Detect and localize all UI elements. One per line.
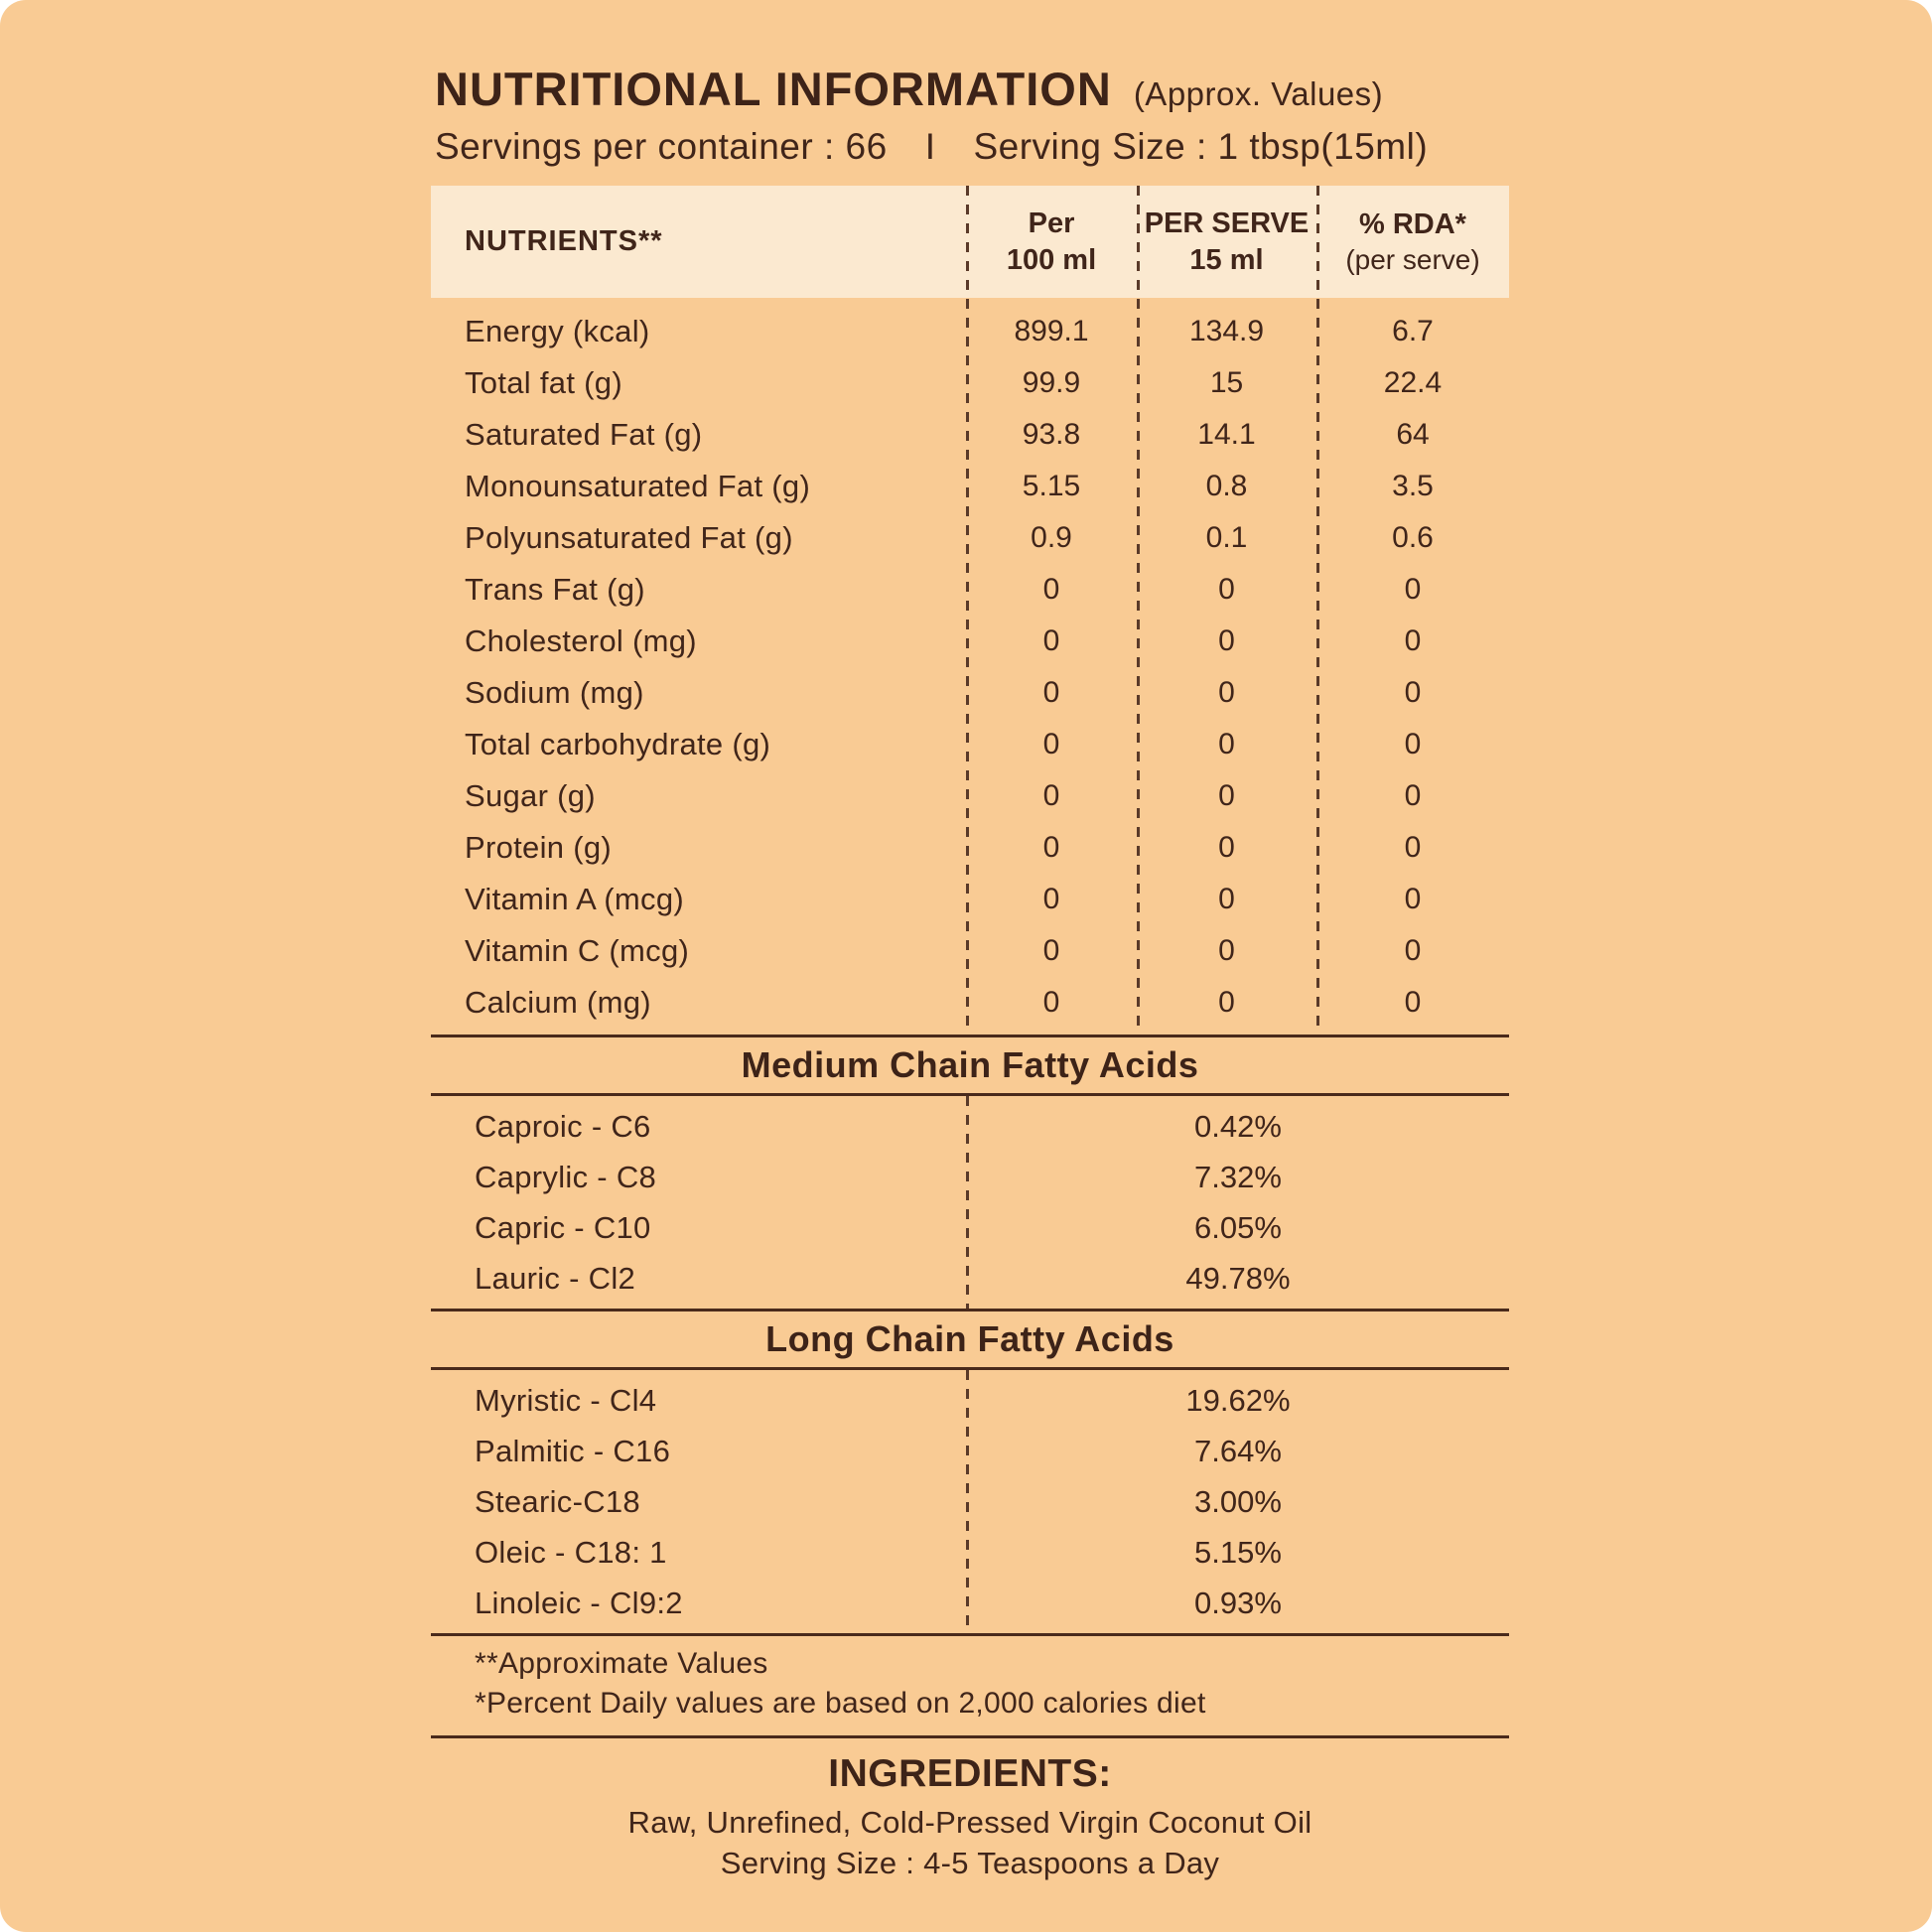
list-item: Lauric - Cl2 49.78% bbox=[475, 1260, 1291, 1296]
mcfa-section-title: Medium Chain Fatty Acids bbox=[431, 1037, 1509, 1096]
list-item: Linoleic - Cl9:2 0.93% bbox=[475, 1585, 1282, 1620]
ingredients-serving-suggestion: Serving Size : 4-5 Teaspoons a Day bbox=[720, 1846, 1220, 1880]
column-divider-dashed bbox=[966, 1096, 969, 1309]
column-divider-dashed bbox=[966, 1370, 969, 1633]
table-row: Monounsaturated Fat (g) 5.15 0.8 3.5 bbox=[465, 469, 1434, 503]
footnote-percent-daily: *Percent Daily values are based on 2,000 calories diet bbox=[475, 1687, 1206, 1720]
table-row: Total carbohydrate (g) 0 0 0 bbox=[465, 727, 1422, 761]
list-item: Myristic - Cl4 19.62% bbox=[475, 1382, 1291, 1418]
table-row: Protein (g) 0 0 0 bbox=[465, 830, 1422, 865]
table-row: Trans Fat (g) 0 0 0 bbox=[465, 572, 1422, 607]
list-item: Caprylic - C8 7.32% bbox=[475, 1159, 1282, 1194]
title-line bbox=[435, 62, 1509, 116]
list-item: Caproic - C6 0.42% bbox=[475, 1108, 1282, 1144]
table-row: Energy (kcal) 899.1 134.9 6.7 bbox=[465, 314, 1434, 348]
column-divider-dashed bbox=[1316, 186, 1319, 1035]
page-title: NUTRITIONAL INFORMATION bbox=[435, 63, 1112, 115]
lcfa-section-title: Long Chain Fatty Acids bbox=[431, 1311, 1509, 1370]
footnotes bbox=[431, 1636, 1509, 1738]
serving-info-line bbox=[435, 126, 1509, 168]
table-header-row bbox=[431, 186, 1509, 298]
ingredients-section bbox=[431, 1752, 1509, 1883]
serving-size: Serving Size : 1 tbsp(15ml) bbox=[973, 126, 1429, 167]
col-header-per-serve: PER SERVE 15 ml bbox=[1144, 207, 1310, 276]
list-item: Stearic-C18 3.00% bbox=[475, 1483, 1282, 1519]
table-body bbox=[431, 298, 1509, 1035]
col-header-rda: % RDA* (per serve) bbox=[1345, 207, 1480, 276]
mcfa-section-rows bbox=[431, 1096, 1509, 1311]
separator-bar: I bbox=[924, 126, 936, 167]
table-row: Cholesterol (mg) 0 0 0 bbox=[465, 623, 1422, 658]
ingredients-title: INGREDIENTS: bbox=[828, 1752, 1112, 1795]
column-divider-dashed bbox=[1137, 186, 1140, 1035]
col-header-nutrients: NUTRIENTS** bbox=[465, 225, 663, 257]
table-row: Polyunsaturated Fat (g) 0.9 0.1 0.6 bbox=[465, 520, 1434, 555]
table-row: Sugar (g) 0 0 0 bbox=[465, 778, 1422, 813]
table-row: Total fat (g) 99.9 15 22.4 bbox=[465, 365, 1443, 400]
table-row: Saturated Fat (g) 93.8 14.1 64 bbox=[465, 417, 1430, 452]
servings-per-container: Servings per container : 66 bbox=[435, 126, 888, 167]
ingredients-text: Raw, Unrefined, Cold-Pressed Virgin Coconut Oil bbox=[627, 1805, 1312, 1840]
column-divider-dashed bbox=[966, 186, 969, 1035]
list-item: Palmitic - C16 7.64% bbox=[475, 1433, 1282, 1468]
footnote-approximate: **Approximate Values bbox=[475, 1647, 768, 1680]
lcfa-section-rows bbox=[431, 1370, 1509, 1636]
label-content bbox=[431, 62, 1509, 1883]
col-header-per-100ml: Per 100 ml bbox=[1006, 207, 1097, 276]
list-item: Capric - C10 6.05% bbox=[475, 1209, 1282, 1245]
nutrients-table bbox=[431, 186, 1509, 1037]
table-row: Vitamin A (mcg) 0 0 0 bbox=[465, 882, 1422, 916]
table-row: Calcium (mg) 0 0 0 bbox=[465, 985, 1422, 1020]
approx-values-note: (Approx. Values) bbox=[1133, 75, 1384, 112]
table-row: Vitamin C (mcg) 0 0 0 bbox=[465, 933, 1422, 968]
table-row: Sodium (mg) 0 0 0 bbox=[465, 675, 1422, 710]
list-item: Oleic - C18: 1 5.15% bbox=[475, 1534, 1282, 1570]
